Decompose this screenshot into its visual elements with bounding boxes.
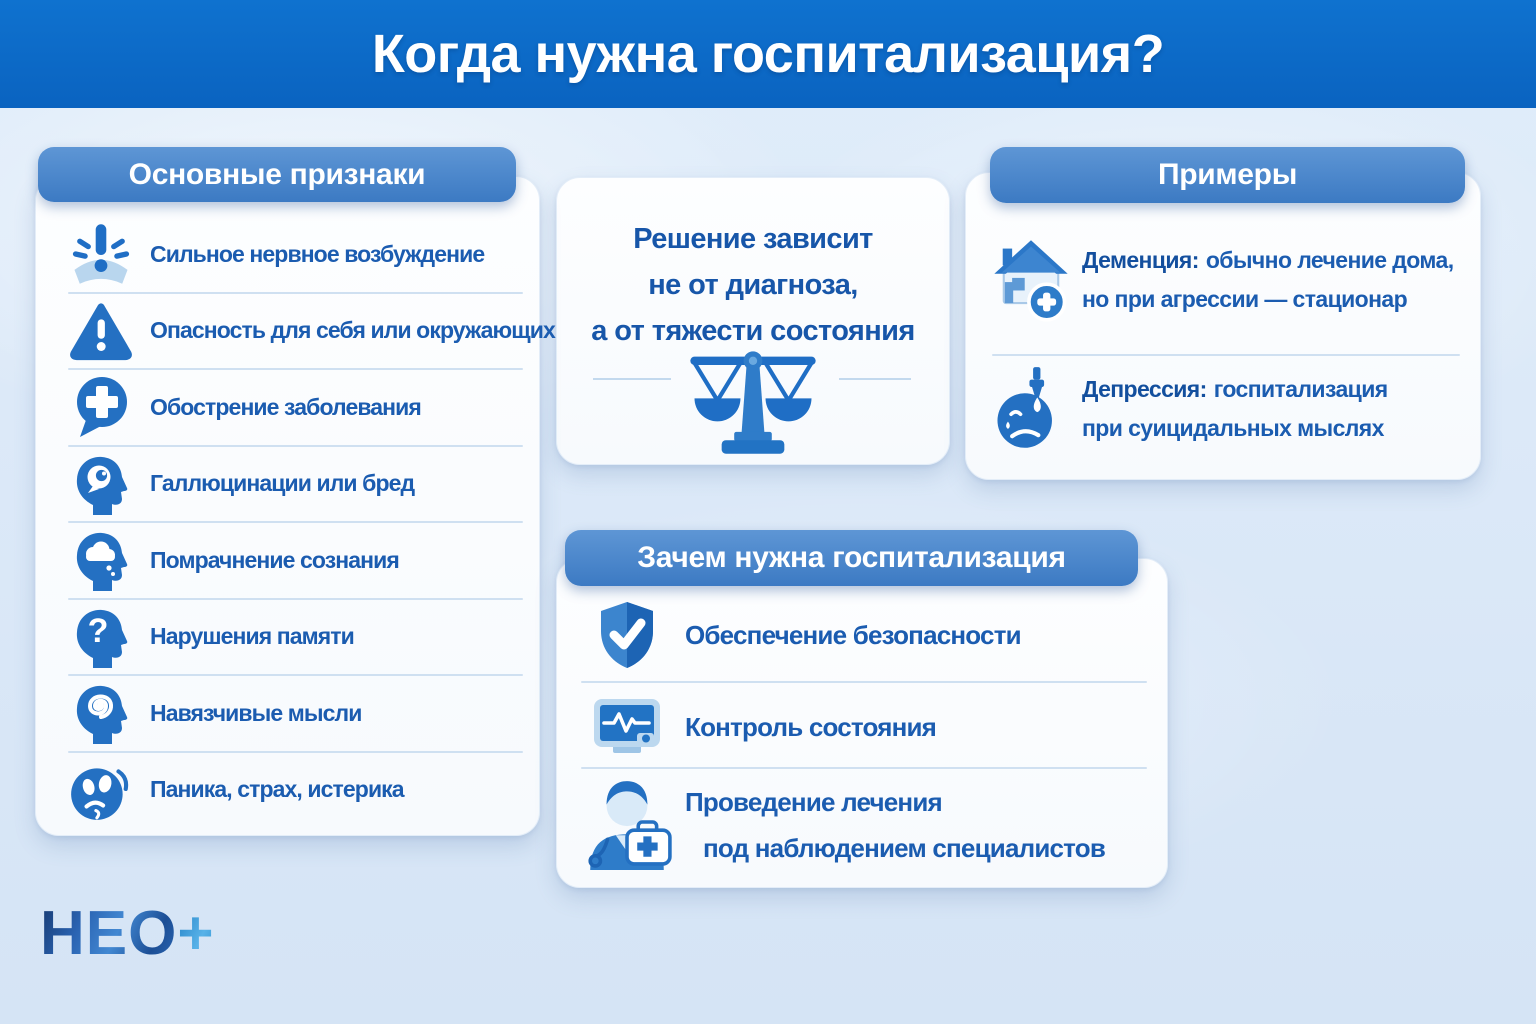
- list-item: [36, 217, 539, 292]
- example-text: [1082, 370, 1388, 448]
- example-term: Деменция:: [1082, 247, 1199, 273]
- logo-plus: +: [177, 899, 215, 968]
- list-item-label: под наблюдением специалистов: [703, 833, 1106, 863]
- decision-card: [556, 177, 950, 465]
- list-item: [36, 523, 539, 598]
- list-item: [988, 225, 1466, 335]
- neo-plus-logo: [40, 898, 215, 969]
- example-rest: госпитализация: [1213, 376, 1388, 402]
- list-item: [577, 771, 1153, 881]
- list-item: [36, 600, 539, 675]
- decision-line: не от диагноза,: [648, 269, 858, 301]
- list-item-label: Контроль состояния: [685, 711, 937, 742]
- doctor-bag-icon: [577, 771, 677, 871]
- head-eye-icon: [58, 451, 144, 517]
- list-item-label: Опасность для себя или окружающих: [150, 317, 555, 344]
- divider: [992, 354, 1460, 356]
- purpose-panel-header-label: Зачем нужна госпитализация: [637, 541, 1066, 574]
- house-plus-icon: [988, 236, 1074, 324]
- list-item: [36, 676, 539, 751]
- decision-line: а от тяжести состояния: [591, 315, 915, 347]
- sad-face-drip-icon: [988, 365, 1074, 453]
- list-item-label: Сильное нервное возбуждение: [150, 240, 485, 267]
- logo-text: НЕО: [40, 899, 178, 968]
- left-panel-header: [38, 147, 516, 202]
- list-item-label: Помрачнение сознания: [150, 546, 399, 573]
- example-line2: при суицидальных мыслях: [1082, 415, 1384, 441]
- page-title: Когда нужна госпитализация?: [371, 24, 1165, 84]
- list-item-label: Галлюцинации или бред: [150, 470, 415, 497]
- burst-exclamation-icon: [58, 219, 144, 289]
- example-text: [1082, 241, 1454, 319]
- head-spiral-icon: [58, 680, 144, 746]
- head-cloud-icon: [58, 527, 144, 593]
- shield-check-icon: [577, 599, 677, 671]
- list-item: [988, 361, 1466, 457]
- list-item-label: Обеспечение безопасности: [685, 619, 1021, 650]
- list-item: [36, 447, 539, 522]
- warning-triangle-icon: [58, 299, 144, 363]
- monitor-pulse-icon: [577, 695, 677, 759]
- examples-panel-card: [965, 172, 1481, 480]
- list-item-label: Проведение лечения: [685, 787, 942, 817]
- list-item: [577, 693, 1153, 761]
- list-item: [36, 370, 539, 445]
- list-item: [577, 595, 1153, 675]
- svg-text:?: ?: [87, 611, 109, 650]
- left-panel-header-label: Основные признаки: [128, 157, 426, 191]
- example-rest: обычно лечение дома,: [1205, 247, 1454, 273]
- example-term: Депрессия:: [1082, 376, 1207, 402]
- list-item-text: [685, 771, 1105, 871]
- panic-face-icon: [58, 756, 144, 824]
- list-item-label: Навязчивые мысли: [150, 699, 362, 726]
- left-panel-card: [35, 176, 555, 836]
- list-item: [36, 753, 539, 828]
- balance-scales-icon: [684, 342, 822, 464]
- list-item: [36, 294, 555, 369]
- examples-panel-header-label: Примеры: [1157, 158, 1298, 191]
- title-band: [0, 0, 1536, 108]
- examples-panel-header: [990, 147, 1465, 203]
- decision-text: [557, 178, 949, 354]
- divider: [581, 681, 1147, 683]
- example-line2: но при агрессии — стационар: [1082, 286, 1408, 312]
- list-item-label: Нарушения памяти: [150, 623, 354, 650]
- list-item-label: Обострение заболевания: [150, 393, 421, 420]
- list-item-label: Паника, страх, истерика: [150, 776, 404, 803]
- divider: [593, 378, 671, 380]
- decision-line: Решение зависит: [633, 223, 873, 255]
- medical-cross-bubble-icon: [58, 374, 144, 440]
- divider: [839, 378, 911, 380]
- purpose-panel-card: [556, 558, 1168, 888]
- head-question-icon: [58, 604, 144, 670]
- divider: [581, 767, 1147, 769]
- purpose-panel-header: [565, 530, 1138, 586]
